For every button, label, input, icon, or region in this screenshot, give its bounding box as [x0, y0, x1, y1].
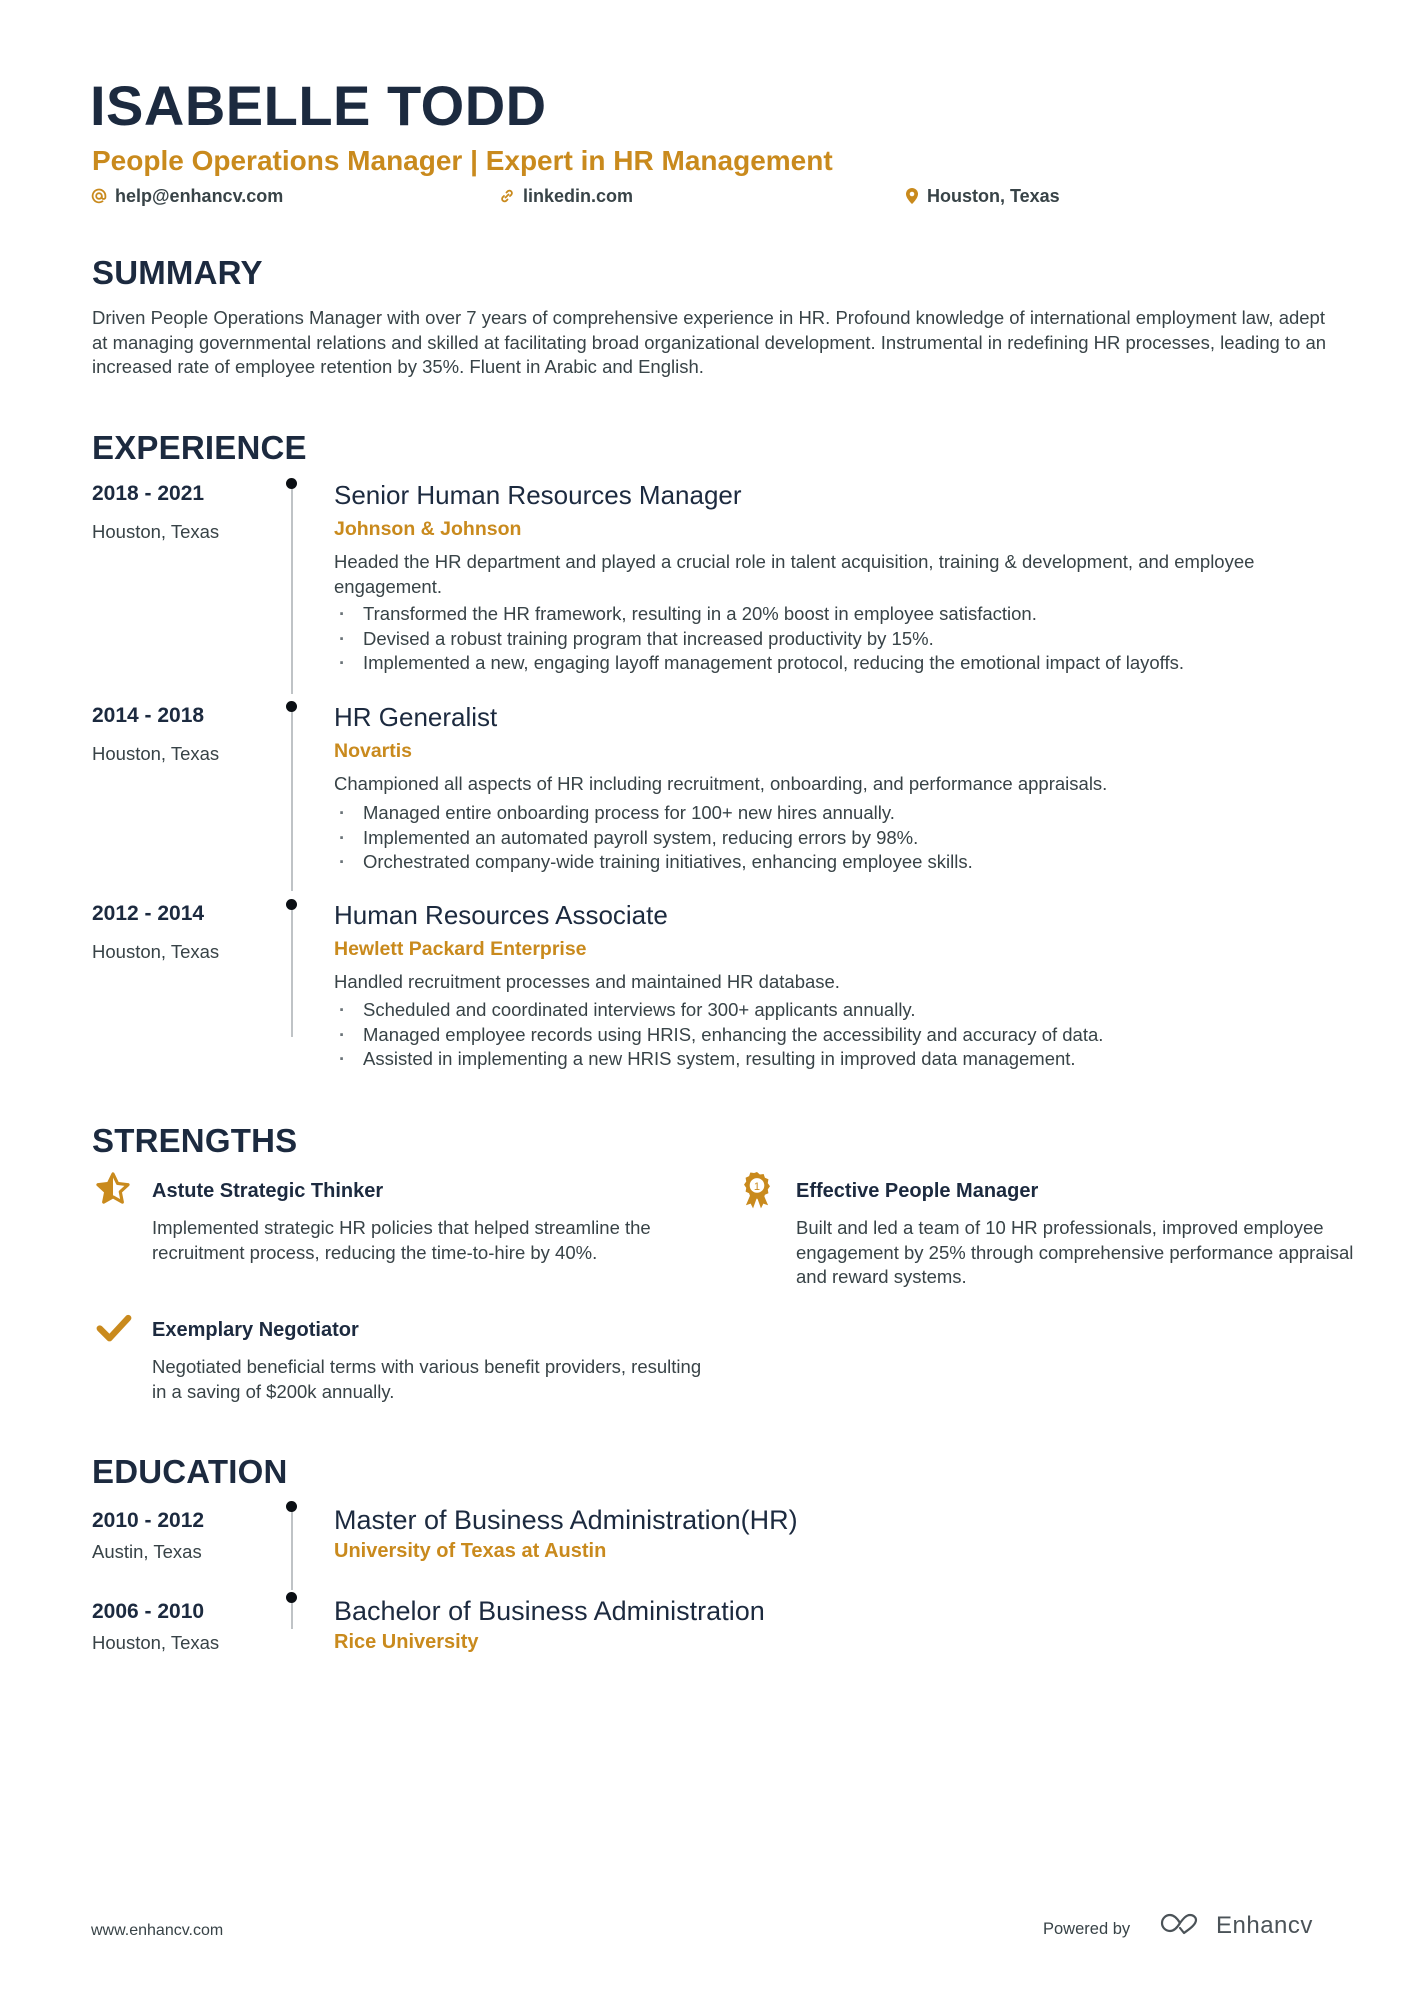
- achievement-item: · Implemented an automated payroll system, reducing errors by 98%.: [334, 826, 1334, 851]
- candidate-name: ISABELLE TODD: [90, 74, 547, 137]
- achievement-item: · Managed employee records using HRIS, enhancing the accessibility and accuracy of data.: [334, 1023, 1334, 1048]
- education-location: Austin, Texas: [92, 1541, 202, 1562]
- education-location: Houston, Texas: [92, 1632, 220, 1653]
- map-pin-icon: [905, 187, 919, 205]
- strength-description: Negotiated beneficial terms with various benefit providers, resulting in a saving of $200k annually.: [152, 1356, 702, 1402]
- brand-name: Enhancv: [1216, 1911, 1313, 1939]
- strength-title: Exemplary Negotiator: [152, 1319, 359, 1341]
- contact-linkedin[interactable]: [499, 185, 633, 207]
- job-description: Headed the HR department and played a crucial role in talent acquisition, training & development, and employee engagement.: [334, 551, 1255, 597]
- job-title: Human Resources Associate: [334, 900, 668, 930]
- star-icon: [94, 1170, 132, 1208]
- achievement-item: · Transformed the HR framework, resulting in a 20% boost in employee satisfaction.: [334, 602, 1334, 627]
- timeline-line: [291, 908, 293, 1037]
- achievement-item: · Scheduled and coordinated interviews for 300+ applicants annually.: [334, 998, 1334, 1023]
- summary-heading: SUMMARY: [92, 254, 263, 291]
- infinity-heart-icon: [1158, 1910, 1204, 1941]
- company-name: Novartis: [334, 740, 413, 762]
- timeline-dot: [286, 1592, 297, 1603]
- timeline-line: [291, 1601, 293, 1629]
- strength-title: Effective People Manager: [796, 1180, 1039, 1202]
- achievement-item: · Assisted in implementing a new HRIS system, resulting in improved data management.: [334, 1047, 1334, 1072]
- achievement-item: · Implemented a new, engaging layoff management protocol, reducing the emotional impact of layoffs.: [334, 651, 1334, 676]
- powered-by-label: Powered by: [1043, 1920, 1131, 1938]
- contact-email[interactable]: [91, 185, 283, 207]
- timeline-line: [291, 1510, 293, 1590]
- timeline-line: [291, 487, 293, 694]
- experience-location: Houston, Texas: [92, 743, 220, 764]
- degree-name: Bachelor of Business Administration: [334, 1596, 765, 1626]
- achievement-item: · Devised a robust training program that increased productivity by 15%.: [334, 627, 1334, 652]
- strength-description: Implemented strategic HR policies that helped streamline the recruitment process, reducing the time-to-hire by 40%.: [152, 1217, 651, 1263]
- timeline-dot: [286, 478, 297, 489]
- timeline-dot: [286, 1501, 297, 1512]
- job-description: Handled recruitment processes and maintained HR database.: [334, 971, 840, 992]
- contact-location: [905, 185, 1060, 207]
- experience-dates: 2018 - 2021: [92, 482, 205, 505]
- education-dates: 2010 - 2012: [92, 1509, 205, 1532]
- achievement-item: · Managed entire onboarding process for 100+ new hires annually.: [334, 801, 1334, 826]
- strength-title: Astute Strategic Thinker: [152, 1180, 384, 1202]
- company-name: Hewlett Packard Enterprise: [334, 938, 587, 960]
- achievement-list: [334, 998, 1334, 1072]
- school-name: University of Texas at Austin: [334, 1540, 607, 1562]
- email-text: help@enhancv.com: [115, 186, 284, 206]
- experience-dates: 2014 - 2018: [92, 704, 205, 727]
- company-name: Johnson & Johnson: [334, 518, 522, 540]
- enhancv-logo[interactable]: [1158, 1910, 1313, 1941]
- footer-website-link[interactable]: www.enhancv.com: [91, 1922, 224, 1939]
- education-heading: EDUCATION: [92, 1453, 288, 1490]
- strength-description: Built and led a team of 10 HR professionals, improved employee engagement by 25% through comprehensive performance appraisal and reward systems.: [796, 1217, 1354, 1287]
- achievement-list: [334, 801, 1334, 875]
- job-title: Senior Human Resources Manager: [334, 480, 742, 510]
- school-name: Rice University: [334, 1631, 479, 1653]
- experience-location: Houston, Texas: [92, 521, 220, 542]
- degree-name: Master of Business Administration(HR): [334, 1505, 798, 1535]
- linkedin-text: linkedin.com: [523, 186, 634, 206]
- location-text: Houston, Texas: [927, 186, 1060, 206]
- award-medal-icon: [738, 1170, 776, 1208]
- education-dates: 2006 - 2010: [92, 1600, 205, 1623]
- timeline-dot: [286, 899, 297, 910]
- experience-location: Houston, Texas: [92, 941, 220, 962]
- job-title: HR Generalist: [334, 702, 498, 732]
- svg-text:1: 1: [753, 1180, 761, 1193]
- at-icon: [91, 188, 107, 204]
- timeline-dot: [286, 701, 297, 712]
- experience-dates: 2012 - 2014: [92, 902, 205, 925]
- strengths-heading: STRENGTHS: [92, 1122, 298, 1159]
- achievement-item: · Orchestrated company-wide training initiatives, enhancing employee skills.: [334, 850, 1334, 875]
- timeline-line: [291, 710, 293, 891]
- summary-text: Driven People Operations Manager with over 7 years of comprehensive experience in HR. Profound knowledge of international employment law, adept at managing governmental relations and skilled at facilitating broad organizational development. Instrumental in redefining HR processes, leading to an increased rate of employee retention by 35%. Fluent in Arabic and English.: [92, 307, 1327, 377]
- experience-heading: EXPERIENCE: [92, 429, 307, 466]
- achievement-list: [334, 602, 1334, 676]
- candidate-headline: People Operations Manager | Expert in HR Management: [92, 145, 833, 176]
- job-description: Championed all aspects of HR including recruitment, onboarding, and performance appraisals.: [334, 773, 1108, 794]
- link-icon: [499, 188, 515, 204]
- checkmark-icon: [96, 1312, 134, 1350]
